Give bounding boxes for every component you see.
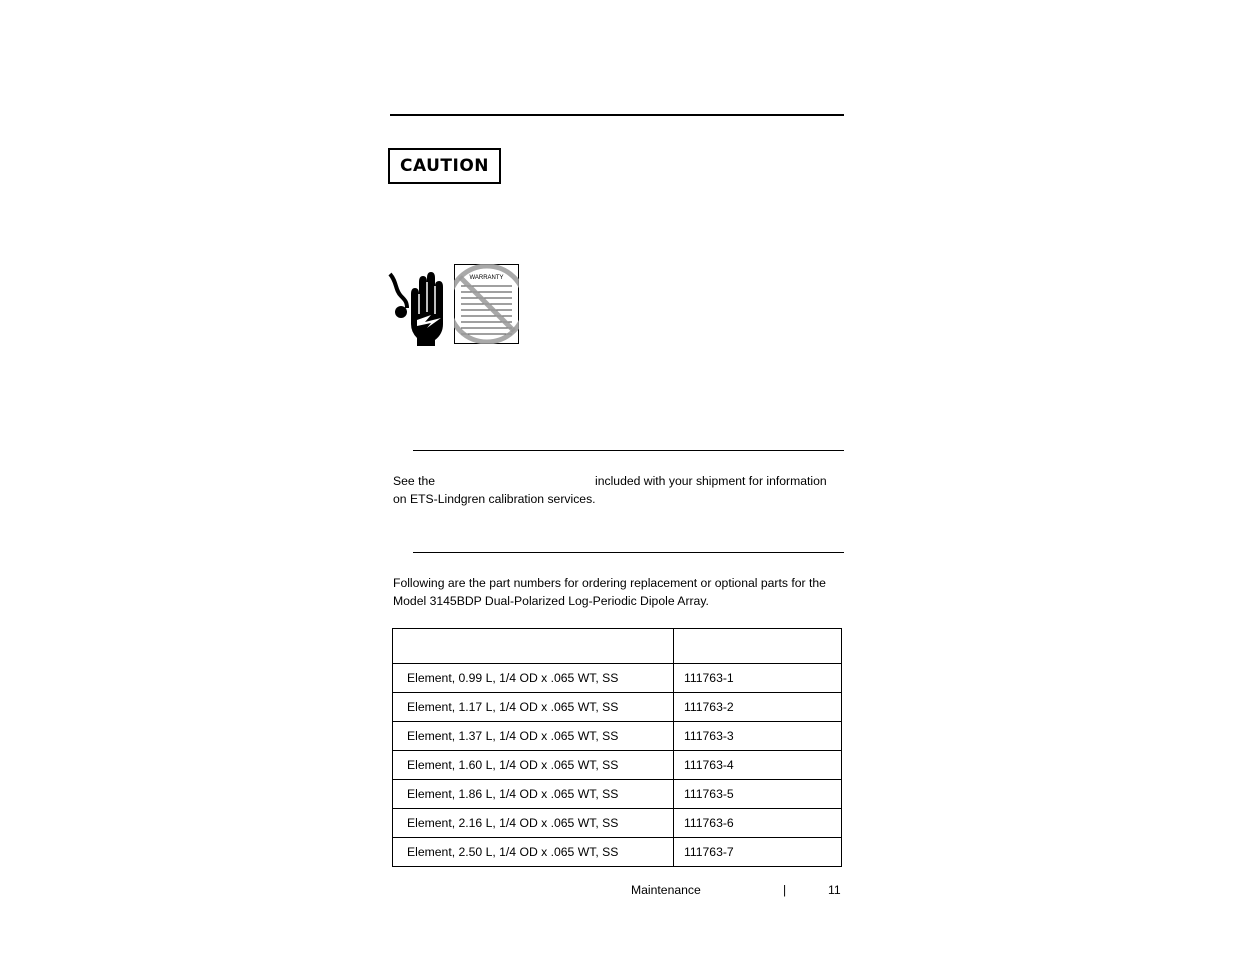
parts-heading-rule xyxy=(413,552,844,553)
part-number: 111763-7 xyxy=(674,838,842,867)
electric-shock-hand-icon xyxy=(387,268,447,348)
table-row xyxy=(393,722,842,751)
footer-section-name: Maintenance xyxy=(631,883,701,897)
parts-intro-line-1: Following are the part numbers for ordering replacement or optional parts for the xyxy=(393,576,826,590)
footer-separator: | xyxy=(783,883,787,897)
table-row xyxy=(393,838,842,867)
warranty-icon-label: WARRANTY xyxy=(469,275,504,281)
table-row xyxy=(393,780,842,809)
part-number-header-cell xyxy=(674,629,842,664)
calibration-line-2: on ETS-Lindgren calibration services. xyxy=(393,492,596,506)
part-description: Element, 1.17 L, 1/4 OD x .065 WT, SS xyxy=(393,693,674,722)
caution-label xyxy=(388,148,501,184)
calibration-line-1-end: included with your shipment for information xyxy=(595,474,827,488)
part-number: 111763-4 xyxy=(674,751,842,780)
part-description: Element, 1.60 L, 1/4 OD x .065 WT, SS xyxy=(393,751,674,780)
part-description: Element, 1.86 L, 1/4 OD x .065 WT, SS xyxy=(393,780,674,809)
table-row xyxy=(393,809,842,838)
part-description: Element, 2.16 L, 1/4 OD x .065 WT, SS xyxy=(393,809,674,838)
part-description: Element, 1.37 L, 1/4 OD x .065 WT, SS xyxy=(393,722,674,751)
description-header-cell xyxy=(393,629,674,664)
table-row xyxy=(393,664,842,693)
parts-table xyxy=(392,628,842,867)
part-number: 111763-3 xyxy=(674,722,842,751)
part-description: Element, 0.99 L, 1/4 OD x .065 WT, SS xyxy=(393,664,674,693)
parts-table-header xyxy=(393,629,842,664)
table-row xyxy=(393,751,842,780)
section-top-rule xyxy=(390,114,844,116)
part-number: 111763-2 xyxy=(674,693,842,722)
parts-intro-line-2: Model 3145BDP Dual-Polarized Log-Periodic Dipole Array. xyxy=(393,594,709,608)
part-number: 111763-6 xyxy=(674,809,842,838)
caution-text: CAUTION xyxy=(399,156,489,176)
table-row xyxy=(393,693,842,722)
page-number: 11 xyxy=(828,883,841,897)
part-number: 111763-1 xyxy=(674,664,842,693)
calibration-heading-rule xyxy=(413,450,844,451)
part-description: Element, 2.50 L, 1/4 OD x .065 WT, SS xyxy=(393,838,674,867)
part-number: 111763-5 xyxy=(674,780,842,809)
calibration-line-1-start: See the xyxy=(393,474,436,488)
void-warranty-icon xyxy=(454,264,519,344)
